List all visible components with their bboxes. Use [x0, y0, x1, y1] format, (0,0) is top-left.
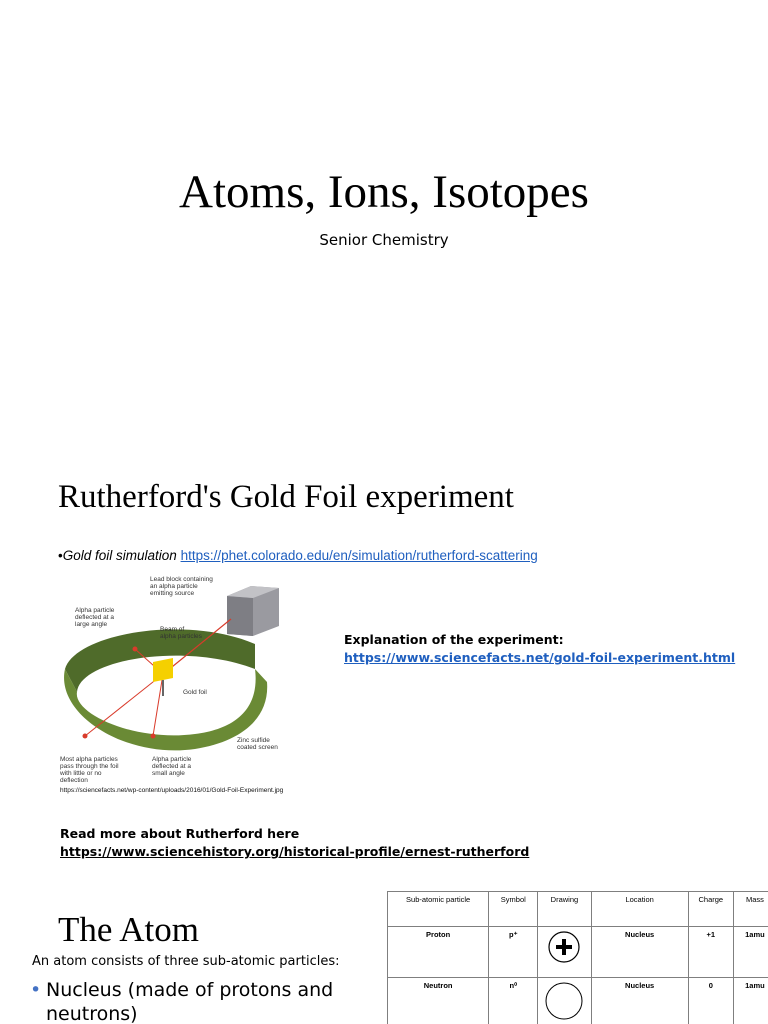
- label-lead-block: Lead block containing an alpha particle emitting source: [150, 576, 213, 597]
- slide-title: Rutherford's Gold Foil experiment: [58, 479, 514, 515]
- table-header-row: [388, 892, 768, 927]
- table-header: Sub-atomic particle: [388, 892, 489, 927]
- lead-block-side: [227, 596, 253, 636]
- label-zinc-sulfide: Zinc sulfide coated screen: [237, 737, 278, 751]
- table-cell: 0: [688, 978, 733, 1024]
- table-cell: Nucleus: [591, 978, 688, 1024]
- intro-text: An atom consists of three sub-atomic particles:: [32, 954, 340, 969]
- atom-slide: [0, 864, 768, 1024]
- table-header: Location: [591, 892, 688, 927]
- bullet-item: [30, 978, 350, 1024]
- read-more-label: Read more about Rutherford here: [60, 826, 300, 841]
- label-gold-foil: Gold foil: [183, 689, 207, 696]
- explanation-label: Explanation of the experiment:: [344, 632, 564, 647]
- label-beam: Beam of alpha particles: [160, 626, 202, 640]
- title-slide: [0, 0, 768, 432]
- explanation-link[interactable]: https://www.sciencefacts.net/gold-foil-experiment.html: [344, 650, 736, 665]
- label-alpha-large-angle: Alpha particle deflected at a large angle: [75, 607, 115, 628]
- simulation-link[interactable]: https://phet.colorado.edu/en/simulation/rutherford-scattering: [180, 548, 538, 563]
- read-more-link[interactable]: https://www.sciencehistory.org/historical-profile/ernest-rutherford: [60, 844, 530, 859]
- gold-foil-diagram: [55, 574, 290, 789]
- neutron-drawing-cell: [538, 978, 591, 1024]
- slide-title: Atoms, Ions, Isotopes: [179, 166, 589, 218]
- label-alpha-small-angle: Alpha particle deflected at a small angle: [152, 756, 192, 777]
- proton-plus-icon: [547, 930, 581, 964]
- beam-small-angle: [153, 674, 163, 736]
- beam-through: [85, 674, 163, 736]
- table-cell: Nucleus: [591, 927, 688, 978]
- table-header: Mass: [733, 892, 768, 927]
- bullet-marker: •: [58, 548, 63, 563]
- bullet-dot-icon: •: [30, 979, 42, 1001]
- simulation-label: Gold foil simulation: [62, 548, 177, 563]
- subatomic-table: [387, 891, 768, 1024]
- proton-drawing-cell: [538, 927, 591, 978]
- table-cell: +1: [688, 927, 733, 978]
- slide-title: The Atom: [58, 910, 199, 949]
- table-cell: Neutron: [388, 978, 489, 1024]
- table-cell: 1amu: [733, 978, 768, 1024]
- simulation-line: [58, 547, 538, 565]
- neutron-circle-icon: [544, 981, 584, 1021]
- gold-foil: [153, 658, 173, 682]
- table-header: Drawing: [538, 892, 591, 927]
- table-cell: 1amu: [733, 927, 768, 978]
- bullet-text: Nucleus (made of protons and neutrons): [46, 979, 334, 1024]
- explanation-block: [344, 631, 735, 667]
- table-header: Charge: [688, 892, 733, 927]
- slide-subtitle: Senior Chemistry: [319, 231, 449, 249]
- table-cell: Proton: [388, 927, 489, 978]
- read-more-block: [60, 825, 529, 861]
- impact-dot: [151, 734, 156, 739]
- table-cell: p⁺: [489, 927, 538, 978]
- table-row: [388, 927, 768, 978]
- bullet-list: [30, 978, 350, 1024]
- table-header: Symbol: [489, 892, 538, 927]
- label-most-alpha: Most alpha particles pass through the foil with little or no deflection: [60, 756, 119, 784]
- impact-dot: [133, 647, 138, 652]
- table-row: [388, 978, 768, 1024]
- rutherford-slide: [0, 432, 768, 864]
- image-credit: https://sciencefacts.net/wp-content/uploads/2016/01/Gold-Foil-Experiment.jpg: [60, 787, 284, 794]
- impact-dot: [83, 734, 88, 739]
- table-cell: n⁰: [489, 978, 538, 1024]
